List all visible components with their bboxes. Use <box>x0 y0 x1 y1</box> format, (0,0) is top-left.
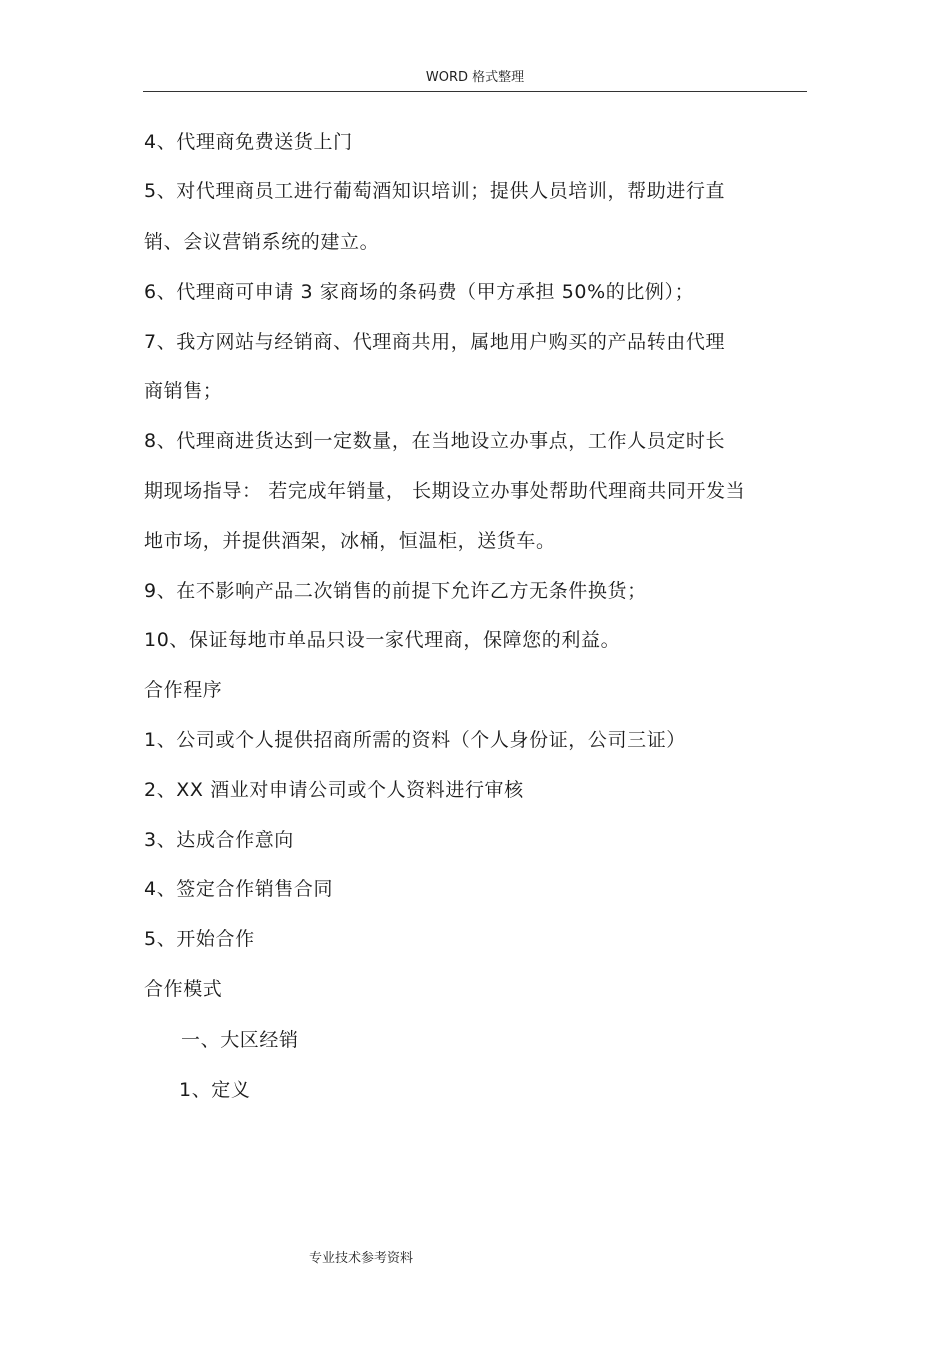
text-line: 5、开始合作 <box>144 928 255 950</box>
text-line: 地市场，并提供酒架，冰桶，恒温柜，送货车。 <box>144 530 556 552</box>
page-footer: 专业技术参考资料 <box>309 1251 414 1266</box>
text-line: 8、代理商进货达到一定数量，在当地设立办事点，工作人员定时长 <box>144 430 726 452</box>
text-line: 9、在不影响产品二次销售的前提下允许乙方无条件换货； <box>144 580 647 602</box>
text-line: 4、签定合作销售合同 <box>144 878 334 900</box>
text-line: 6、代理商可申请 3 家商场的条码费（甲方承担 50%的比例）； <box>144 281 695 303</box>
text-line: 7、我方网站与经销商、代理商共用，属地用户购买的产品转由代理 <box>144 331 726 353</box>
text-line: 10、保证每地市单品只设一家代理商，保障您的利益。 <box>144 629 621 651</box>
text-line: 1、定义 <box>179 1079 251 1101</box>
text-line: 1、公司或个人提供招商所需的资料（个人身份证，公司三证） <box>144 729 686 751</box>
text-line: 4、代理商免费送货上门 <box>144 131 353 153</box>
text-line: 5、对代理商员工进行葡萄酒知识培训；提供人员培训，帮助进行直 <box>144 180 726 202</box>
section-heading: 合作模式 <box>144 978 223 1000</box>
text-line: 商销售； <box>144 380 223 402</box>
text-line: 2、XX 酒业对申请公司或个人资料进行审核 <box>144 779 524 801</box>
text-line: 3、达成合作意向 <box>144 829 294 851</box>
text-line: 销、会议营销系统的建立。 <box>144 231 380 253</box>
subsection-heading: 一、大区经销 <box>181 1029 299 1051</box>
text-line: 期现场指导： 若完成年销量， 长期设立办事处帮助代理商共同开发当 <box>144 480 746 502</box>
page-header: WORD 格式整理 <box>425 70 525 85</box>
section-heading: 合作程序 <box>144 679 223 701</box>
